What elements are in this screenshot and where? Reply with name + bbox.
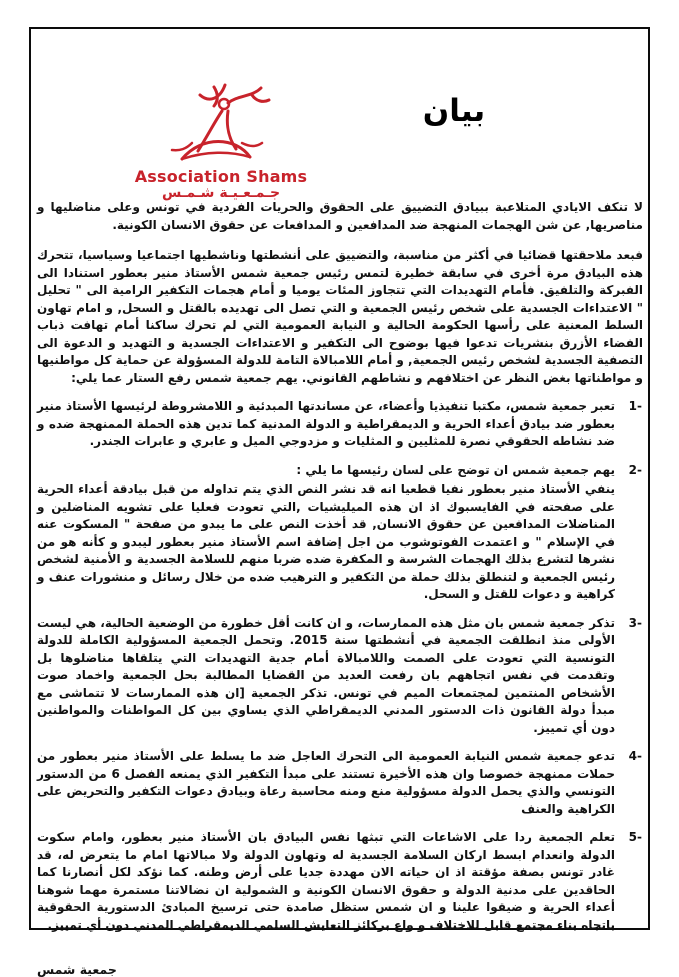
dervish-logo-icon bbox=[162, 73, 280, 169]
logo-name-english: Association Shams bbox=[134, 167, 308, 186]
background-paragraph: فبعد ملاحقتها قضائيا في أكثر من مناسبة، والتضييق على أنشطتها وناشطيها اجتماعيا وسياسيا، تتحرك هذه البيادق مرة أخرى في سابقة خطيرة لتمس رئيس جمعية شمس الأستاذ منير بعطور استنادا الى الفبركة والتلفيق. فأمام التهديدات التي تتجاوز المئات يوميا و أمام هجمات التكفير الرامية الى " تحليل " الاعتداءات الجسدية على شخص رئيس الجمعية و التي تصل الى تهديده بالقتل و السحل, و امام تهاون السلط المعنية على رأسها الحكومة الحالية و النيابة العمومية التي لم تحرك ساكنا أمام تهافت ذباب الفضاء الأزرق بنشريات تدعوا فيها بوضوح الى التكفير و الاعتداءات الجسدية و التهديد و الدعوة الى التصفية الجسدية لشخص رئيس الجمعية, و أمام اللامبالاة التامة للدولة المسؤولة عن حماية كل مواطنيها و مواطناتها بغض النظر عن اختلافهم و نشاطهم القانوني. يهم جمعية شمس رفع الستار عما يلي: bbox=[37, 248, 643, 385]
statement-item-number: 3- bbox=[628, 615, 642, 630]
statement-item-number: 4- bbox=[628, 749, 642, 763]
signature: جمعية شمس bbox=[37, 962, 117, 977]
statement-item-number: 2- bbox=[628, 462, 642, 477]
statement-item-text: تذكر جمعية شمس بان مثل هذه الممارسات، و ان كانت أقل خطورة من الوضعية الحالية، هي ليست الأولى منذ انطلقت الجمعية في أنشطتها سنة 2015. وتحمل الجمعية المسؤولية الكاملة للدولة التونسية التي تعودت على الصمت واللامبالاة أمام جدية التهديدات التي يتلقاها مناضلوها بل وتقدمت في نفس اتجاههم بان رفعت العديد من القضايا المطالبة بحل الجمعية واخماد صوت الأشخاص المنتمين لمجتمعات الميم في تونس. تذكر الجمعية [ان هذه الممارسات لا تتماشى مع مبدأ دولة القانون ذات الدستور المدني الديمقراطي الذي يساوي بين كل المواطنات والمواطنين دون أي تمييز. bbox=[37, 615, 615, 735]
document-title: بيان bbox=[422, 93, 486, 129]
document-content bbox=[37, 27, 643, 977]
statement-item-5 bbox=[37, 829, 643, 934]
statement-item-number: 5- bbox=[628, 830, 642, 844]
statement-item-number: 1- bbox=[628, 399, 642, 413]
statement-item-text: ينفي الأستاذ منير بعطور نفيا قطعيا انه قد نشر النص الذي يتم تداوله من قبل بيادقة أعداء الحرية على صفحته في الفايسبوك اذ ان هذه الميليشيات ,التي تعودت فعليا على تشويه المناضلين و المناضلات المدافعين عن حقوق الانسان, قد أخذت النص على ما يبدو من صفحة " المسكوت عنه في الإسلام " و اعتمدت الفوتوشوب من اجل إضافة اسم الأستاذ منير بعطور ليبدو و كأنه هو من نشرها لتشرع بذلك الهجمات الشرسة و المكفرة ضده ضربا منهم للسلامة الجسدية و الأمنية لشخص رئيس الجمعية و لتنطلق بذلك حملة من التكفير و الترهيب ضده من خلال رسائل و منشورات عنف و كراهية و دعوات للقتل و السحل. bbox=[37, 482, 615, 601]
association-logo bbox=[123, 73, 319, 200]
statement-item-text: تعلم الجمعية ردا على الاشاعات التي تبثها نفس البيادق بان الأستاذ منير بعطور، وامام سكوت الدولة وانعدام ابسط اركان السلامة الجسدية له وتهاون الدولة ولا مبالاتها امام ما يتعرض له، قد غادر تونس بصفة مؤقتة اذ ان حياته الان مهددة جديا على أرض وطنه. كما نؤكد لكل أنصارنا كما الحاقدين على مدنية الدولة و حقوق الانسان الكونية و الشمولية ان نضالاتنا مستمرة مهما شوهنا أعداء الحرية و ضيقوا علينا و ان شمس ستظل صامدة حتى ترسيخ المبادئ الدستورية الحقوقية باتجاه بناء مجتمع قابل للاختلاف و واع بركائز التعايش السلمي الديمقراطي المدني دون أي تمييز. bbox=[37, 830, 615, 932]
statement-item-2 bbox=[37, 462, 643, 604]
statement-item-text: تدعو جمعية شمس النيابة العمومية الى التحرك العاجل ضد ما يسلط على الأستاذ منير بعطور من حملات ممنهجة خصوصا وان هذه الأخيرة تستند على مبدأ التكفير الذي يمنعه الفصل 6 من الدستور التونسي والذي يحمل الدولة مسؤولية منع ومنه محاسبة رعاة وبيادق دعوات التكفير والتحريض على الكراهية والعنف bbox=[37, 749, 615, 816]
statement-item-text: يهم جمعية شمس ان توضح على لسان رئيسها ما يلي : bbox=[296, 462, 615, 477]
statement-item-text: تعبر جمعية شمس، مكتبا تنفيذيا وأعضاء، عن مساندتها المبدئية و اللامشروطة لرئيسها الأستاذ منير بعطور ضد بيادق أعداء الحرية و الديمقراطية و الدولة المدنية كما تدين هذه الحملة الممنهجة ضده و ضد نشاطه الحقوقي نصرة للمثليين و المثليات و مزدوجي الميل و عابري و عابرات الجندر. bbox=[37, 399, 615, 448]
intro-paragraph: لا تنكف الايادي المتلاعبة ببيادق التضييق على الحقوق والحريات الفردية في تونس وعلى مناضليها و مناصريها, عن شن الهجمات المنهجة ضد المدافعين و المدافعات عن حقوق الانسان الكونية. bbox=[37, 200, 643, 232]
document-header bbox=[37, 27, 643, 199]
logo-name-arabic: جـمـعـيـة شـمـس bbox=[161, 184, 281, 201]
statement-list bbox=[37, 398, 643, 934]
statement-item-3 bbox=[37, 615, 643, 738]
statement-item-1 bbox=[37, 398, 643, 451]
statement-item-4 bbox=[37, 748, 643, 818]
